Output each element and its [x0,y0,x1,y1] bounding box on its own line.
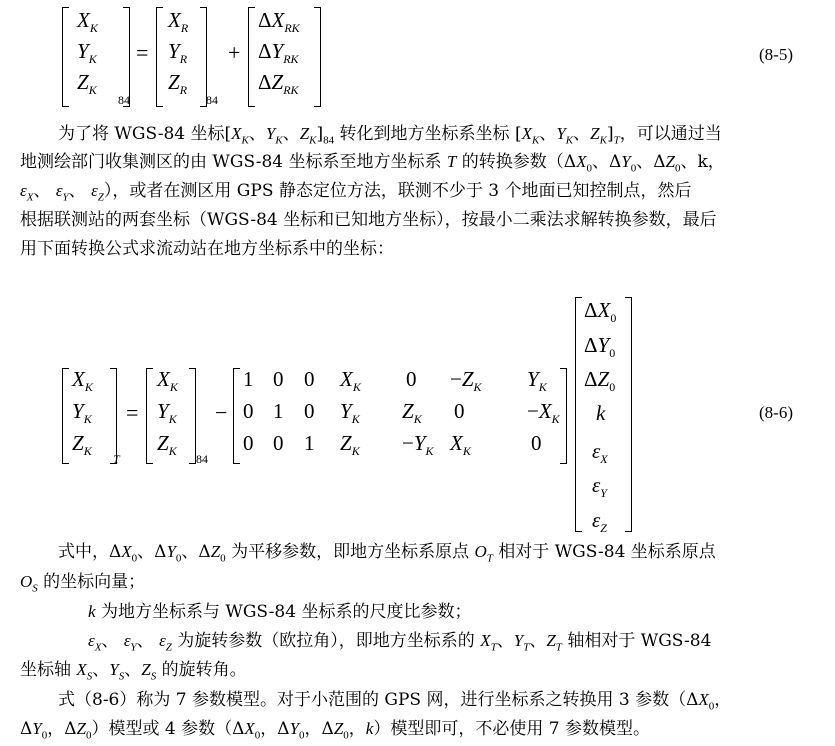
eq2-vector-3: k [596,401,606,425]
eq1-mid-0: $X_R$ [168,8,189,35]
eq1-mid-bracket-left [156,7,163,107]
para2-line-2: k 为地方坐标系与 WGS-84 坐标系的尺度比参数； [88,602,472,622]
eq2-mid-0: $X_K$ [157,367,178,394]
eq2-matrix-cell-0-1: 0 [273,367,284,391]
eq2-matrix-cell-0-2: 0 [304,367,315,391]
eq1-lhs-2: $Z_K$ [77,70,97,97]
eq2-matrix-cell-2-5: $X_K$ [450,431,471,458]
eq2-minus: − [215,400,228,425]
eq1-rhs-bracket-right [314,7,321,107]
eq2-lhs-1: $Y_K$ [72,399,92,426]
para2-line-6: $\Delta Y_0$，$\Delta Z_0$）模型或 4 参数（$\Delta X_0$，$\Delta Y_0$，$\Delta Z_0$，k）模型即可，不必使用 7 参数模型。 [20,719,650,742]
eq2-matrix-cell-2-2: 1 [304,431,315,455]
eq2-mid-subscript: 84 [196,452,208,466]
eq2-matrix-cell-2-0: 0 [243,431,254,455]
eq1-lhs-subscript: 84 [118,93,130,107]
para2-line-1: $O_S$ 的坐标向量； [20,572,146,595]
eq2-matrix-cell-2-6: 0 [531,431,542,455]
eq2-matrix-cell-1-4: $Z_K$ [402,399,422,426]
eq2-vector-bracket-right [625,297,632,532]
eq2-lhs-bracket-left [62,368,69,464]
eq2-vector-5: $\varepsilon_Y$ [592,473,607,500]
eq2-matrix-cell-0-5: $-Z_K$ [450,367,482,394]
eq2-matrix-cell-1-2: 0 [304,399,315,423]
eq2-number: (8-6) [759,403,793,422]
eq2-matrix-bracket-right [560,368,567,464]
para1-line-2: $\varepsilon_X$、 $\varepsilon_Y$、 $\varepsilon_Z$），或者在测区用 GPS 静态定位方法，联测不少于 3 个地面已知控制点，然后 [20,181,692,204]
eq2-matrix-cell-2-3: $Z_K$ [340,431,360,458]
eq2-vector-0: $\Delta X_0$ [584,298,617,325]
eq2-matrix-cell-0-0: 1 [243,367,254,391]
eq2-lhs-bracket-right [110,368,117,464]
eq2-matrix-cell-0-4: 0 [406,367,417,391]
eq2-vector-1: $\Delta Y_0$ [584,333,616,360]
eq2-lhs-0: $X_K$ [72,367,93,394]
eq2-matrix-cell-1-5: 0 [454,399,465,423]
eq2-vector-4: $\varepsilon_X$ [592,439,608,466]
eq1-plus: + [228,40,241,65]
eq1-lhs-0: $X_K$ [77,8,98,35]
para1-line-3: 根据联测站的两套坐标（WGS-84 坐标和已知地方坐标），按最小二乘法求解转换参数，最后 [20,210,717,230]
eq2-mid-2: $Z_K$ [157,431,177,458]
para1-line-1: 地测绘部门收集测区的由 WGS-84 坐标系至地方坐标系 T 的转换参数（$\Delta X_0$、$\Delta Y_0$、$\Delta Z_0$、k， [20,152,725,175]
eq1-lhs-1: $Y_K$ [77,39,97,66]
eq2-vector-bracket-left [575,297,582,532]
eq1-mid-subscript: 84 [206,93,218,107]
eq1-rhs-2: $\Delta Z_{RK}$ [258,70,299,97]
eq1-number: (8-5) [759,45,793,64]
eq1-equals: = [136,40,149,65]
eq2-matrix-cell-1-6: $-X_K$ [527,399,560,426]
eq1-rhs-0: $\Delta X_{RK}$ [258,8,300,35]
eq2-vector-6: $\varepsilon_Z$ [592,508,607,535]
para2-line-4: 坐标轴 $X_S$、$Y_S$、$Z_S$ 的旋转角。 [20,660,247,683]
eq1-rhs-1: $\Delta Y_{RK}$ [258,39,299,66]
eq2-matrix-cell-1-0: 0 [243,399,254,423]
eq2-matrix-cell-1-1: 1 [273,399,284,423]
eq2-matrix-cell-2-1: 0 [273,431,284,455]
eq2-matrix-bracket-left [233,368,240,464]
eq2-equals: = [126,400,139,425]
eq2-vector-2: $\Delta Z_0$ [584,367,616,394]
eq1-lhs-bracket-left [62,7,69,107]
eq2-lhs-2: $Z_K$ [72,431,92,458]
eq2-matrix-cell-2-4: $-Y_K$ [402,431,434,458]
eq2-mid-bracket-left [146,368,153,464]
eq2-matrix-cell-0-6: $Y_K$ [527,367,547,394]
para2-line-5: 式（8-6）称为 7 参数模型。对于小范围的 GPS 网，进行坐标系之转换用 3 参数（$\Delta X_0$， [58,690,732,713]
eq2-mid-1: $Y_K$ [157,399,177,426]
para2-line-0: 式中，$\Delta X_0$、$\Delta Y_0$、$\Delta Z_0$ 为平移参数，即地方坐标系原点 $O_T$ 相对于 WGS-84 坐标系原点 [58,542,716,565]
eq2-matrix-cell-0-3: $X_K$ [340,367,361,394]
para2-line-3: $\varepsilon_X$、 $\varepsilon_Y$、 $\varepsilon_Z$ 为旋转参数（欧拉角），即地方坐标系的 $X_T$、$Y_T$、$Z_T$ 轴相对于 WGS-84 [88,631,712,654]
eq2-mid-bracket-right [189,368,196,464]
eq2-matrix-cell-1-3: $Y_K$ [340,399,360,426]
eq1-mid-bracket-right [200,7,207,107]
para1-line-0: 为了将 WGS-84 坐标[$X_K$、$Y_K$、$Z_K]_{84}$ 转化到地方坐标系坐标 [$X_K$、$Y_K$、$Z_K]_T$，可以通过当 [58,124,722,147]
eq1-mid-2: $Z_R$ [168,70,188,97]
eq1-mid-1: $Y_R$ [168,39,188,66]
para1-line-4: 用下面转换公式求流动站在地方坐标系中的坐标： [20,239,394,259]
eq1-lhs-bracket-right [123,7,130,107]
eq2-lhs-subscript: T [113,452,120,466]
eq1-rhs-bracket-left [248,7,255,107]
